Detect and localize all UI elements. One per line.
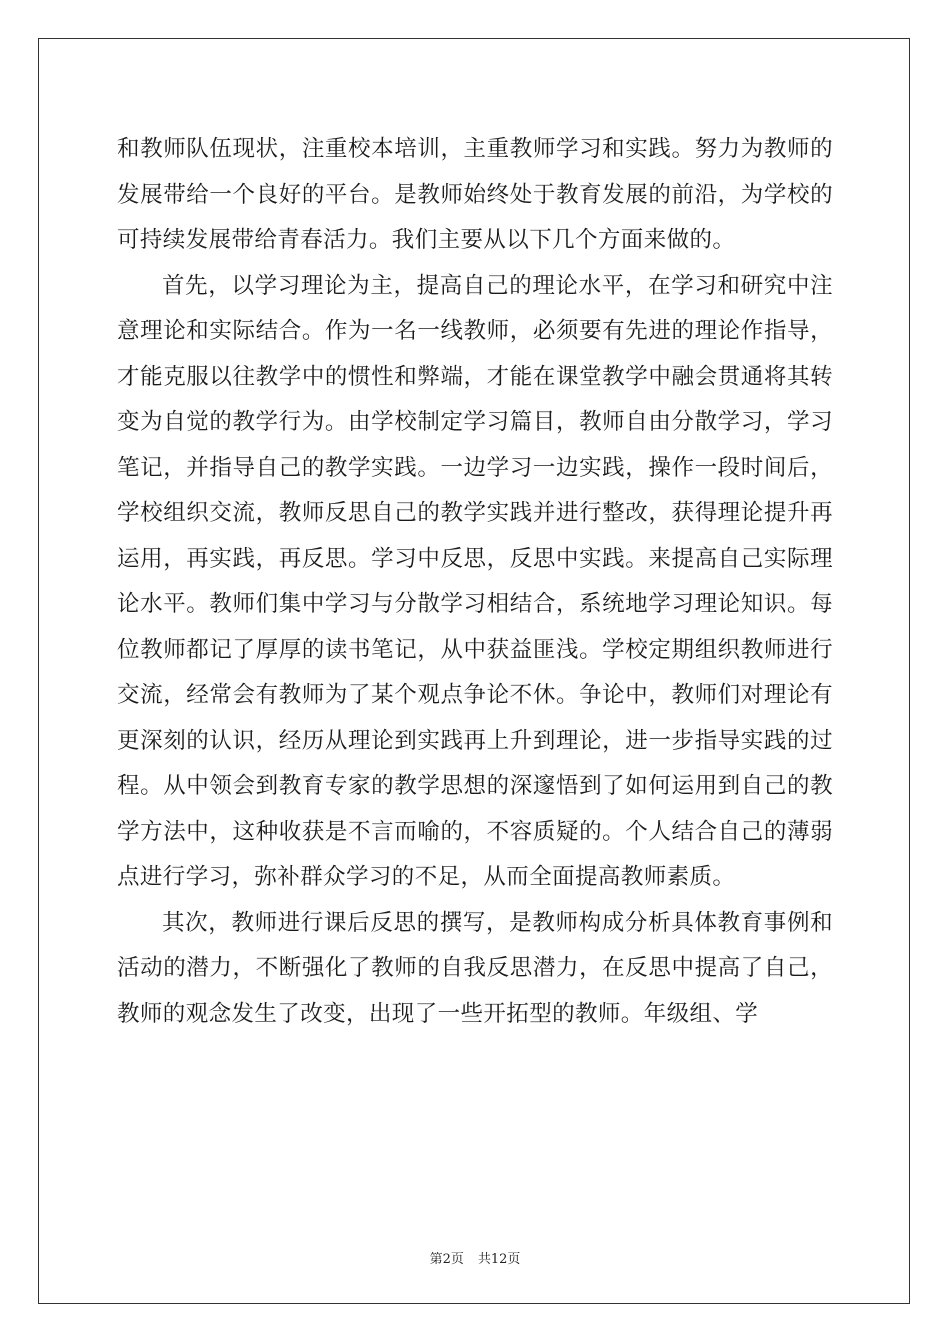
page-footer [0, 1248, 950, 1267]
paragraph-3: 其次，教师进行课后反思的撰写，是教师构成分析具体教育事例和活动的潜力，不断强化了教师的自我反思潜力，在反思中提高了自己，教师的观念发生了改变，出现了一些开拓型的教师。年级组、学 [117, 909, 833, 1027]
document-body [117, 127, 833, 1037]
paragraph-2: 首先，以学习理论为主，提高自己的理论水平，在学习和研究中注意理论和实际结合。作为一名一线教师，必须要有先进的理论作指导，才能克服以往教学中的惯性和弊端，才能在课堂教学中融会贯通将其转变为自觉的教学行为。由学校制定学习篇目，教师自由分散学习，学习笔记，并指导自己的教学实践。一边学习一边实践，操作一段时间后，学校组织交流，教师反思自己的教学实践并进行整改，获得理论提升再运用，再实践，再反思。学习中反思，反思中实践。来提高自己实际理论水平。教师们集中学习与分散学习相结合，系统地学习理论知识。每位教师都记了厚厚的读书笔记，从中获益匪浅。学校定期组织教师进行交流，经常会有教师为了某个观点争论不休。争论中，教师们对理论有更深刻的认识，经历从理论到实践再上升到理论，进一步指导实践的过程。从中领会到教育专家的教学思想的深邃悟到了如何运用到自己的教学方法中，这种收获是不言而喻的，不容质疑的。个人结合自己的薄弱点进行学习，弥补群众学习的不足，从而全面提高教师素质。 [117, 272, 833, 890]
page-total: 共12页 [477, 1252, 521, 1267]
paragraph-1: 和教师队伍现状，注重校本培训，主重教师学习和实践。努力为教师的发展带给一个良好的平台。是教师始终处于教育发展的前沿，为学校的可持续发展带给青春活力。我们主要从以下几个方面来做的。 [117, 136, 833, 253]
page-number: 第2页 [429, 1252, 464, 1267]
